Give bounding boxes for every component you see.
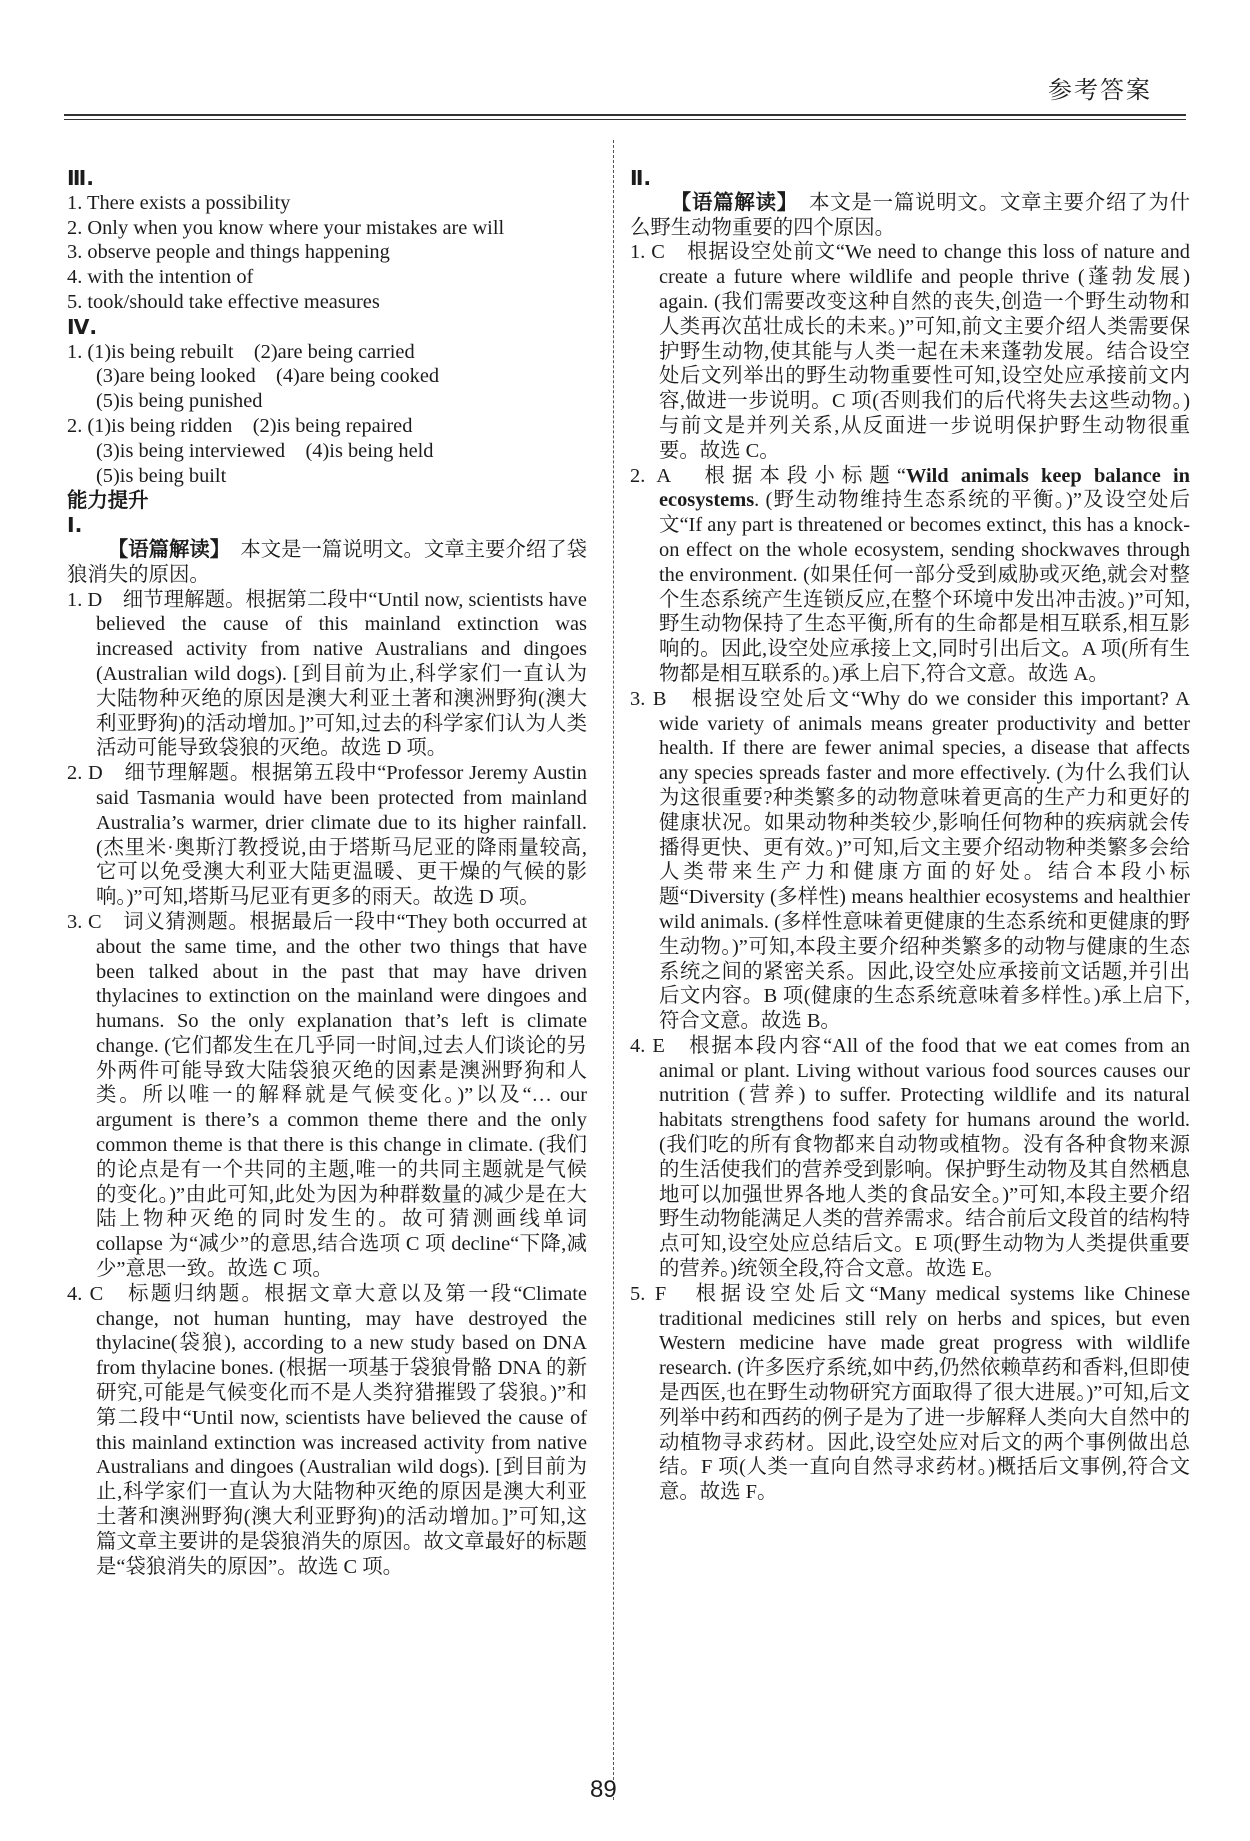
paragraph-text: 1. D 细节理解题。根据第二段中“Until now, scientists have believed the cause of this mainland extinction was increased activity from native Australians and dingoes (Australian wild dogs). [到目前为止,科学家们一直认为大陆物种灭绝的原因是澳大利亚土著和澳洲野狗(澳大利亚野狗)的活动增加。]”可知,过去的科学家们认为人类活动可能导致袋狼的灭绝。故选 D 项。 — [67, 588, 587, 760]
answer-paragraph — [67, 340, 587, 365]
header-rule — [64, 114, 1186, 116]
paragraph-text: Ⅳ. — [67, 314, 98, 339]
paragraph-text: 2. D 细节理解题。根据第五段中“Professor Jeremy Austin said Tasmania would have been protected from mainland Australia’s warmer, drier climate due to its higher rainfall. (杰里米·奥斯汀教授说,由于塔斯马尼亚的降雨量较高,它可以免受澳大利亚大陆更温暖、更干燥的气候的影响。)”可知,塔斯马尼亚有更多的雨天。故选 D 项。 — [67, 762, 587, 909]
header-rule-thin — [64, 119, 1186, 120]
answer-paragraph — [67, 240, 587, 265]
answer-paragraph — [630, 1034, 1190, 1282]
paragraph-text: (3)are being looked (4)are being cooked — [96, 365, 440, 388]
paragraph-text: 5. F 根据设空处后文“Many medical systems like Chinese traditional medicines still rely on herbs and spices, but even Western medicine have made great progress with wildlife research. (许多医疗系统,如中药,仍然依赖草药和香料,但即使是西医,也在野生动物研究方面取得了很大进展。)”可知,后文列举中药和西药的例子是为了进一步解释人类向大自然中的动植物寻求药材。因此,设空处应对后文的两个事例做出总结。F 项(人类一直向自然寻求药材。)概括后文事例,符合文意。故选 F。 — [630, 1282, 1190, 1504]
answer-paragraph — [67, 389, 587, 414]
answer-paragraph — [67, 439, 587, 464]
paragraph-text: (3)is being interviewed (4)is being held — [96, 439, 434, 462]
paragraph-text: Ⅲ. — [67, 166, 95, 190]
section-heading — [630, 166, 1190, 191]
column-divider — [613, 140, 614, 1800]
paragraph-text: 3. C 词义猜测题。根据最后一段中“They both occurred at about the same time, and the other two things that have been talked about in the past that may have driven thylacines to extinction on the mainland were dingoes and humans. So the only explanation that’s left is climate change. (它们都发生在几乎同一时间,过去人们谈论的另外两件可能导致大陆袋狼灭绝的因素是澳洲野狗和人类。所以唯一的解释就是气候变化。)”以及“… our argument is there’s a common theme there and the only common theme is that there is this change in climate. (我们的论点是有一个共同的主题,唯一的共同主题就是气候的变化。)”由此可知,此处为因为种群数量的减少是在大陆上物种灭绝的同时发生的。故可猜测画线单词 collapse 为“减少”的意思,结合选项 C 项 decline“下降,减少”意思一致。故选 C 项。 — [67, 910, 587, 1281]
paragraph-text: 1. (1)is being rebuilt (2)are being carried — [67, 340, 415, 363]
passage-analysis-label: 【语篇解读】 — [107, 538, 220, 561]
answer-prefix: 2. A 根据本段小标题“ — [630, 464, 906, 487]
passage-analysis-label: 【语篇解读】 — [670, 191, 788, 214]
answer-paragraph — [67, 588, 587, 762]
answer-paragraph — [67, 1282, 587, 1580]
page-header-title: 参考答案 — [1048, 78, 1152, 104]
paragraph-text: 4. with the intention of — [67, 266, 254, 289]
answer-paragraph — [67, 538, 587, 588]
paragraph-text: (5)is being punished — [96, 390, 263, 413]
paragraph-text: 本文是一篇说明文。文章主要介绍了袋狼消失的原因。 — [67, 538, 588, 586]
paragraph-text: Ⅱ. — [630, 166, 652, 190]
answer-paragraph — [67, 216, 587, 241]
answer-paragraph — [630, 1282, 1190, 1505]
section-heading — [67, 513, 587, 538]
paragraph-text: 2. (1)is being ridden (2)is being repaired — [67, 414, 413, 437]
answer-paragraph — [67, 265, 587, 290]
paragraph-text: 本文是一篇说明文。文章主要介绍了为什么野生动物重要的四个原因。 — [630, 191, 1191, 239]
answer-paragraph — [67, 290, 587, 315]
answer-paragraph — [67, 364, 587, 389]
paragraph-text: 5. took/should take effective measures — [67, 290, 380, 313]
right-column — [630, 166, 1190, 1505]
answer-paragraph — [630, 191, 1190, 241]
answer-paragraph — [67, 191, 587, 216]
paragraph-text: 1. There exists a possibility — [67, 191, 291, 214]
paragraph-text: 2. Only when you know where your mistakes are will — [67, 216, 505, 239]
section-heading — [67, 166, 587, 191]
answer-paragraph — [67, 761, 587, 910]
answer-paragraph — [67, 910, 587, 1282]
paragraph-text: 3. B 根据设空处后文“Why do we consider this important? A wide variety of animals means greater productivity and better health. If there are fewer animal species, a disease that affects any species spreads faster and more effectively. (为什么我们认为这很重要?种类繁多的动物意味着更高的生产力和更好的健康状况。如果动物种类较少,影响任何物种的疾病就会传播得更快、更有效。)”可知,后文主要介绍动物种类繁多会给人类带来生产力和健康方面的好处。结合本段小标题“Diversity (多样性) means healthier ecosystems and healthier wild animals. (多样性意味着更健康的生态系统和更健康的野生动物。)”可知,本段主要介绍种类繁多的动物与健康的生态系统之间的紧密关系。因此,设空处应承接前文话题,并引出后文内容。B 项(健康的生态系统意味着多样性。)承上启下,符合文意。故选 B。 — [630, 687, 1190, 1033]
paragraph-text: 4. E 根据本段内容“All of the food that we eat comes from an animal or plant. Living without various food sources causes our nutrition (营养) to suffer. Protecting wildlife and its natural habitats strengthens food safety for humans around the world. (我们吃的所有食物都来自动物或植物。没有各种食物来源的生活使我们的营养受到影响。保护野生动物及其自然栖息地可以加强世界各地人类的食品安全。)”可知,本段主要介绍野生动物能满足人类的营养需求。结合前后文段首的结构特点可知,设空处应总结后文。E 项(野生动物为人类提供重要的营养。)统领全段,符合文意。故选 E。 — [630, 1034, 1190, 1281]
paragraph-text: 能力提升 — [67, 488, 149, 513]
paragraph-text: 1. C 根据设空处前文“We need to change this loss of nature and create a future where wildlife and people thrive (蓬勃发展) again. (我们需要改变这种自然的丧失,创造一个野生动物和人类再次茁壮成长的未来。)”可知,前文主要介绍人类需要保护野生动物,使其能与人类一起在未来蓬勃发展。结合设空处后文列举出的野生动物重要性可知,设空处应承接前文内容,做进一步说明。C 项(否则我们的后代将失去这些动物。)与前文是并列关系,从反面进一步说明保护野生动物很重要。故选 C。 — [630, 241, 1190, 462]
paragraph-text: 4. C 标题归纳题。根据文章大意以及第一段“Climate change, not human hunting, may have destroyed the thylacine(袋狼), according to a new study based on DNA from thylacine bones. (根据一项基于袋狼骨骼 DNA 的新研究,可能是气候变化而不是人类狩猎摧毁了袋狼。)”和第二段中“Until now, scientists have believed the cause of this mainland extinction was increased activity from native Australians and dingoes (Australian wild dogs). [到目前为止,科学家们一直认为大陆物种灭绝的原因是澳大利亚土著和澳洲野狗(澳大利亚野狗)的活动增加。]”可知,这篇文章主要讲的是袋狼消失的原因。故文章最好的标题是“袋狼消失的原因”。故选 C 项。 — [67, 1282, 587, 1578]
section-heading — [67, 488, 587, 513]
answer-paragraph — [630, 464, 1190, 687]
answer-paragraph — [67, 414, 587, 439]
left-column — [67, 166, 587, 1579]
page-number: 89 — [590, 1776, 617, 1803]
section-heading — [67, 315, 587, 340]
subheading-quote: Wild animals keep balance in ecosystems — [659, 464, 1190, 512]
answer-paragraph — [67, 464, 587, 489]
answer-paragraph — [630, 240, 1190, 463]
paragraph-text: . (野生动物维持生态系统的平衡。)”及设空处后文“If any part is threatened or becomes extinct, this has a knock-on effect on the whole ecosystem, sending shockwaves through the environment. (如果任何一部分受到威胁或灭绝,就会对整个生态系统产生连锁反应,在整个环境中发出冲击波。)”可知,野生动物保持了生态平衡,所有的生命都是相互联系,相互影响的。因此,设空处应承接上文,同时引出后文。A 项(所有生物都是相互联系的。)承上启下,符合文意。故选 A。 — [659, 489, 1190, 685]
paragraph-text: (5)is being built — [96, 464, 227, 487]
paragraph-text: 3. observe people and things happening — [67, 241, 390, 264]
answer-paragraph — [630, 687, 1190, 1034]
paragraph-text: Ⅰ. — [67, 513, 83, 538]
